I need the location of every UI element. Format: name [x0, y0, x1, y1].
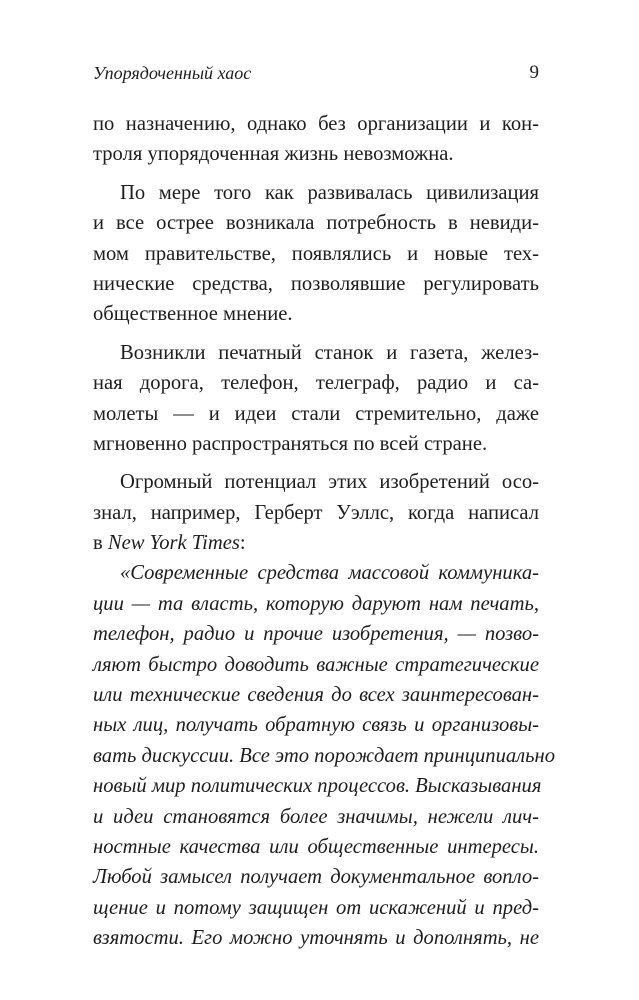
paragraph-4 [93, 467, 539, 558]
text-line: мгновенно распространяться по всей стране. [93, 432, 488, 455]
body-text [93, 109, 556, 954]
text-line: общественное мнение. [93, 303, 293, 326]
quote-line: вать дискуссии. Все это порождает принципиально [93, 744, 556, 767]
page-number: 9 [529, 62, 539, 83]
quote-line: новый мир политических процессов. Высказывания [93, 775, 542, 798]
paragraph-2 [93, 178, 539, 330]
text-line: и все острее возникала потребность в невиди- [93, 212, 539, 235]
paragraph-3 [93, 338, 539, 460]
paragraph-1 [93, 109, 539, 170]
quote-paragraph [93, 558, 556, 953]
text-line: Возникли печатный станок и газета, желез- [120, 341, 539, 364]
text-line: Огромный потенциал этих изобретений осо- [120, 471, 539, 494]
quote-line: «Современные средства массовой коммуника- [120, 562, 539, 585]
quote-line: щение и потому защищен от искажений и пред- [93, 896, 539, 919]
newspaper-title: New York Times [107, 532, 240, 555]
text-line [93, 528, 539, 558]
quote-line: Любой замысел получает документальное вопло- [93, 866, 539, 889]
text-line: троля упорядоченная жизнь невозможна. [93, 143, 454, 166]
text-line: ная дорога, телефон, телеграф, радио и са- [93, 372, 539, 395]
text-line: знал, например, Герберт Уэллс, когда написал [93, 501, 539, 524]
text-line: мом правительстве, появлялись и новые тех- [93, 242, 539, 265]
quote-line: и идеи становятся более значимы, нежели лич- [93, 805, 539, 828]
book-page [93, 0, 556, 1000]
quote-line: взятости. Его можно уточнять и дополнять, не [93, 927, 539, 950]
quote-line: или технические сведения до всех заинтересован- [93, 684, 539, 707]
quote-line: ностные качества или общественные интересы. [93, 835, 539, 858]
quote-line: телефон, радио и прочие изобретения, — позво- [93, 623, 539, 646]
quote-line: ных лиц, получать обратную связь и организовы- [93, 714, 539, 737]
running-head [93, 60, 539, 86]
quote-line: ляют быстро доводить важные стратегические [93, 653, 539, 676]
text-fragment: в [93, 532, 108, 555]
text-line: молеты — и идеи стали стремительно, даже [93, 402, 539, 425]
quote-line: ции — та власть, которую даруют нам печать, [93, 592, 539, 615]
text-line: по назначению, однако без организации и кон- [93, 113, 539, 135]
text-fragment: : [239, 532, 246, 555]
text-line: нические средства, позволявшие регулировать [93, 272, 539, 295]
text-line: По мере того как развивалась цивилизация [120, 181, 539, 204]
running-title: Упорядоченный хаос [93, 63, 252, 83]
